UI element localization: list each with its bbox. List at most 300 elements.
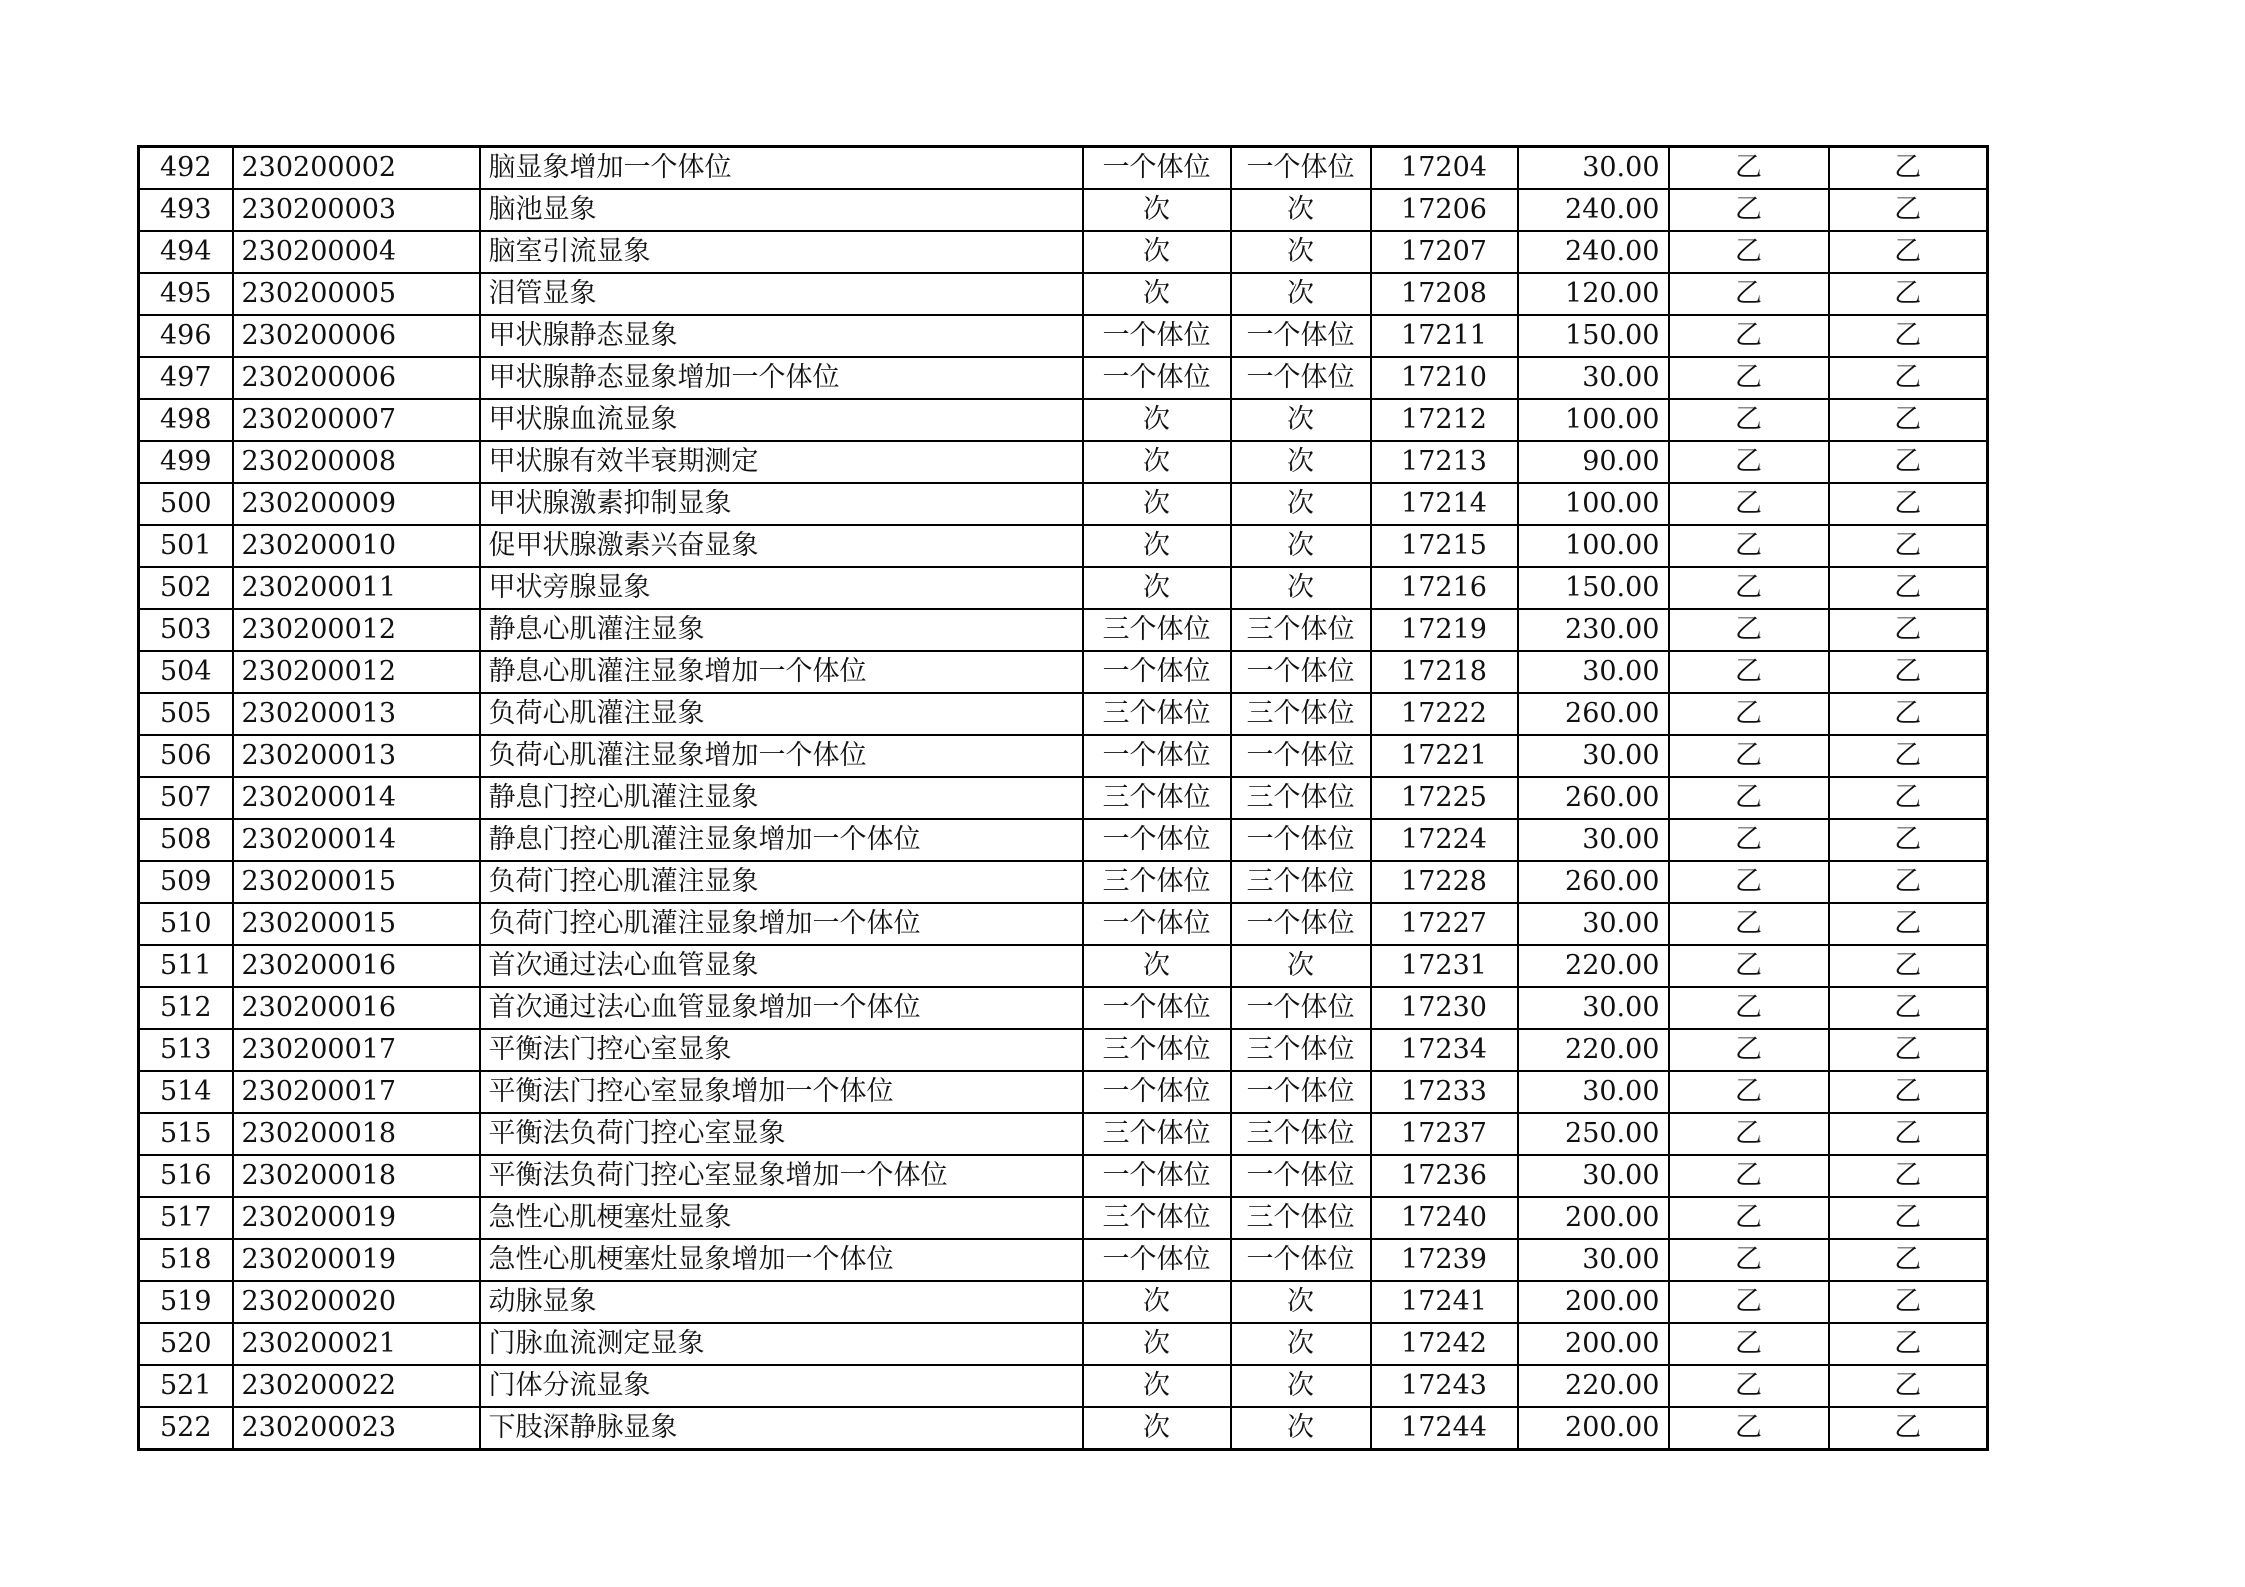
table-row xyxy=(139,441,1988,483)
table-row xyxy=(139,987,1988,1029)
category-cell-2: 乙 xyxy=(1829,1071,1988,1113)
row-number-cell: 506 xyxy=(139,735,233,777)
table-row xyxy=(139,189,1988,231)
price-cell: 30.00 xyxy=(1518,651,1669,693)
category-cell: 乙 xyxy=(1669,525,1829,567)
price-cell: 260.00 xyxy=(1518,693,1669,735)
item-name-cell: 负荷门控心肌灌注显象 xyxy=(480,861,1083,903)
category-cell: 乙 xyxy=(1669,1407,1829,1450)
row-number-cell: 519 xyxy=(139,1281,233,1323)
category-cell: 乙 xyxy=(1669,609,1829,651)
row-number-cell: 492 xyxy=(139,147,233,190)
item-id-cell: 17221 xyxy=(1371,735,1518,777)
item-id-cell: 17211 xyxy=(1371,315,1518,357)
billing-unit-cell: 次 xyxy=(1231,1365,1371,1407)
row-number-cell: 521 xyxy=(139,1365,233,1407)
category-cell-2: 乙 xyxy=(1829,1365,1988,1407)
table-row xyxy=(139,861,1988,903)
category-cell-2: 乙 xyxy=(1829,1239,1988,1281)
item-id-cell: 17237 xyxy=(1371,1113,1518,1155)
row-number-cell: 503 xyxy=(139,609,233,651)
row-number-cell: 495 xyxy=(139,273,233,315)
price-cell: 90.00 xyxy=(1518,441,1669,483)
item-id-cell: 17212 xyxy=(1371,399,1518,441)
table-row xyxy=(139,777,1988,819)
item-code-cell: 230200019 xyxy=(233,1239,480,1281)
price-cell: 30.00 xyxy=(1518,987,1669,1029)
item-code-cell: 230200009 xyxy=(233,483,480,525)
item-code-cell: 230200018 xyxy=(233,1155,480,1197)
unit-cell: 次 xyxy=(1083,945,1231,987)
item-name-cell: 静息心肌灌注显象增加一个体位 xyxy=(480,651,1083,693)
category-cell: 乙 xyxy=(1669,1155,1829,1197)
row-number-cell: 498 xyxy=(139,399,233,441)
unit-cell: 次 xyxy=(1083,231,1231,273)
item-name-cell: 平衡法门控心室显象增加一个体位 xyxy=(480,1071,1083,1113)
price-cell: 30.00 xyxy=(1518,147,1669,190)
unit-cell: 三个体位 xyxy=(1083,693,1231,735)
category-cell: 乙 xyxy=(1669,735,1829,777)
category-cell-2: 乙 xyxy=(1829,945,1988,987)
unit-cell: 一个体位 xyxy=(1083,903,1231,945)
category-cell-2: 乙 xyxy=(1829,735,1988,777)
billing-unit-cell: 一个体位 xyxy=(1231,357,1371,399)
category-cell: 乙 xyxy=(1669,987,1829,1029)
item-name-cell: 甲状腺静态显象增加一个体位 xyxy=(480,357,1083,399)
billing-unit-cell: 次 xyxy=(1231,441,1371,483)
category-cell: 乙 xyxy=(1669,1071,1829,1113)
item-name-cell: 负荷心肌灌注显象增加一个体位 xyxy=(480,735,1083,777)
category-cell-2: 乙 xyxy=(1829,1197,1988,1239)
unit-cell: 次 xyxy=(1083,189,1231,231)
item-name-cell: 静息心肌灌注显象 xyxy=(480,609,1083,651)
price-cell: 30.00 xyxy=(1518,735,1669,777)
price-cell: 30.00 xyxy=(1518,819,1669,861)
item-name-cell: 平衡法负荷门控心室显象增加一个体位 xyxy=(480,1155,1083,1197)
item-code-cell: 230200003 xyxy=(233,189,480,231)
unit-cell: 一个体位 xyxy=(1083,1239,1231,1281)
unit-cell: 次 xyxy=(1083,1407,1231,1450)
price-cell: 240.00 xyxy=(1518,231,1669,273)
table-row xyxy=(139,1197,1988,1239)
item-name-cell: 泪管显象 xyxy=(480,273,1083,315)
table-row xyxy=(139,1407,1988,1450)
row-number-cell: 516 xyxy=(139,1155,233,1197)
category-cell-2: 乙 xyxy=(1829,1323,1988,1365)
row-number-cell: 514 xyxy=(139,1071,233,1113)
category-cell-2: 乙 xyxy=(1829,1281,1988,1323)
table-row xyxy=(139,147,1988,190)
row-number-cell: 517 xyxy=(139,1197,233,1239)
item-name-cell: 脑池显象 xyxy=(480,189,1083,231)
category-cell-2: 乙 xyxy=(1829,189,1988,231)
table-row xyxy=(139,1155,1988,1197)
item-name-cell: 促甲状腺激素兴奋显象 xyxy=(480,525,1083,567)
category-cell: 乙 xyxy=(1669,147,1829,190)
price-cell: 100.00 xyxy=(1518,483,1669,525)
price-cell: 260.00 xyxy=(1518,861,1669,903)
item-id-cell: 17206 xyxy=(1371,189,1518,231)
item-name-cell: 甲状腺有效半衰期测定 xyxy=(480,441,1083,483)
row-number-cell: 522 xyxy=(139,1407,233,1450)
price-cell: 150.00 xyxy=(1518,315,1669,357)
unit-cell: 一个体位 xyxy=(1083,315,1231,357)
unit-cell: 三个体位 xyxy=(1083,861,1231,903)
category-cell-2: 乙 xyxy=(1829,525,1988,567)
table-row xyxy=(139,315,1988,357)
unit-cell: 次 xyxy=(1083,1281,1231,1323)
price-cell: 30.00 xyxy=(1518,1155,1669,1197)
item-name-cell: 门脉血流测定显象 xyxy=(480,1323,1083,1365)
item-code-cell: 230200012 xyxy=(233,651,480,693)
row-number-cell: 496 xyxy=(139,315,233,357)
item-code-cell: 230200008 xyxy=(233,441,480,483)
table-row xyxy=(139,735,1988,777)
category-cell-2: 乙 xyxy=(1829,903,1988,945)
item-id-cell: 17222 xyxy=(1371,693,1518,735)
unit-cell: 次 xyxy=(1083,525,1231,567)
table-body xyxy=(139,147,1988,1450)
item-name-cell: 甲状旁腺显象 xyxy=(480,567,1083,609)
price-cell: 200.00 xyxy=(1518,1323,1669,1365)
row-number-cell: 494 xyxy=(139,231,233,273)
item-id-cell: 17240 xyxy=(1371,1197,1518,1239)
category-cell: 乙 xyxy=(1669,651,1829,693)
billing-unit-cell: 次 xyxy=(1231,399,1371,441)
table-row xyxy=(139,1323,1988,1365)
item-code-cell: 230200015 xyxy=(233,861,480,903)
category-cell: 乙 xyxy=(1669,1029,1829,1071)
billing-unit-cell: 次 xyxy=(1231,483,1371,525)
category-cell: 乙 xyxy=(1669,231,1829,273)
category-cell-2: 乙 xyxy=(1829,693,1988,735)
price-cell: 260.00 xyxy=(1518,777,1669,819)
price-cell: 200.00 xyxy=(1518,1197,1669,1239)
item-code-cell: 230200021 xyxy=(233,1323,480,1365)
category-cell-2: 乙 xyxy=(1829,609,1988,651)
item-code-cell: 230200014 xyxy=(233,819,480,861)
billing-unit-cell: 三个体位 xyxy=(1231,1113,1371,1155)
item-id-cell: 17227 xyxy=(1371,903,1518,945)
item-code-cell: 230200020 xyxy=(233,1281,480,1323)
table-row xyxy=(139,483,1988,525)
row-number-cell: 512 xyxy=(139,987,233,1029)
category-cell-2: 乙 xyxy=(1829,651,1988,693)
row-number-cell: 500 xyxy=(139,483,233,525)
unit-cell: 三个体位 xyxy=(1083,777,1231,819)
unit-cell: 一个体位 xyxy=(1083,1155,1231,1197)
unit-cell: 次 xyxy=(1083,399,1231,441)
table-row xyxy=(139,693,1988,735)
table-row xyxy=(139,1365,1988,1407)
item-name-cell: 脑室引流显象 xyxy=(480,231,1083,273)
row-number-cell: 508 xyxy=(139,819,233,861)
item-name-cell: 首次通过法心血管显象 xyxy=(480,945,1083,987)
billing-unit-cell: 一个体位 xyxy=(1231,1239,1371,1281)
billing-unit-cell: 一个体位 xyxy=(1231,651,1371,693)
row-number-cell: 515 xyxy=(139,1113,233,1155)
category-cell: 乙 xyxy=(1669,189,1829,231)
item-id-cell: 17239 xyxy=(1371,1239,1518,1281)
table-row xyxy=(139,903,1988,945)
item-code-cell: 230200022 xyxy=(233,1365,480,1407)
item-id-cell: 17204 xyxy=(1371,147,1518,190)
unit-cell: 次 xyxy=(1083,1323,1231,1365)
category-cell-2: 乙 xyxy=(1829,1029,1988,1071)
billing-unit-cell: 一个体位 xyxy=(1231,1071,1371,1113)
billing-unit-cell: 次 xyxy=(1231,567,1371,609)
billing-unit-cell: 次 xyxy=(1231,189,1371,231)
item-id-cell: 17207 xyxy=(1371,231,1518,273)
item-id-cell: 17225 xyxy=(1371,777,1518,819)
row-number-cell: 501 xyxy=(139,525,233,567)
item-id-cell: 17242 xyxy=(1371,1323,1518,1365)
category-cell: 乙 xyxy=(1669,1113,1829,1155)
billing-unit-cell: 次 xyxy=(1231,1323,1371,1365)
billing-unit-cell: 一个体位 xyxy=(1231,315,1371,357)
category-cell: 乙 xyxy=(1669,1365,1829,1407)
table-row xyxy=(139,1029,1988,1071)
price-cell: 30.00 xyxy=(1518,903,1669,945)
table-row xyxy=(139,1113,1988,1155)
unit-cell: 一个体位 xyxy=(1083,357,1231,399)
price-cell: 30.00 xyxy=(1518,1239,1669,1281)
item-id-cell: 17218 xyxy=(1371,651,1518,693)
category-cell-2: 乙 xyxy=(1829,231,1988,273)
table-row xyxy=(139,819,1988,861)
unit-cell: 次 xyxy=(1083,567,1231,609)
category-cell: 乙 xyxy=(1669,399,1829,441)
item-code-cell: 230200023 xyxy=(233,1407,480,1450)
category-cell-2: 乙 xyxy=(1829,861,1988,903)
item-id-cell: 17241 xyxy=(1371,1281,1518,1323)
item-code-cell: 230200017 xyxy=(233,1071,480,1113)
billing-unit-cell: 一个体位 xyxy=(1231,147,1371,190)
item-id-cell: 17231 xyxy=(1371,945,1518,987)
item-name-cell: 首次通过法心血管显象增加一个体位 xyxy=(480,987,1083,1029)
unit-cell: 一个体位 xyxy=(1083,987,1231,1029)
item-id-cell: 17230 xyxy=(1371,987,1518,1029)
table-row xyxy=(139,651,1988,693)
item-id-cell: 17214 xyxy=(1371,483,1518,525)
unit-cell: 三个体位 xyxy=(1083,1197,1231,1239)
table-row xyxy=(139,525,1988,567)
price-cell: 100.00 xyxy=(1518,399,1669,441)
row-number-cell: 518 xyxy=(139,1239,233,1281)
item-name-cell: 急性心肌梗塞灶显象增加一个体位 xyxy=(480,1239,1083,1281)
unit-cell: 一个体位 xyxy=(1083,819,1231,861)
item-code-cell: 230200011 xyxy=(233,567,480,609)
table-row xyxy=(139,609,1988,651)
table-row xyxy=(139,945,1988,987)
billing-unit-cell: 次 xyxy=(1231,525,1371,567)
category-cell-2: 乙 xyxy=(1829,819,1988,861)
category-cell: 乙 xyxy=(1669,819,1829,861)
category-cell-2: 乙 xyxy=(1829,567,1988,609)
item-code-cell: 230200017 xyxy=(233,1029,480,1071)
row-number-cell: 509 xyxy=(139,861,233,903)
category-cell-2: 乙 xyxy=(1829,1113,1988,1155)
billing-unit-cell: 三个体位 xyxy=(1231,777,1371,819)
item-code-cell: 230200010 xyxy=(233,525,480,567)
category-cell: 乙 xyxy=(1669,1323,1829,1365)
price-cell: 120.00 xyxy=(1518,273,1669,315)
billing-unit-cell: 一个体位 xyxy=(1231,903,1371,945)
item-code-cell: 230200019 xyxy=(233,1197,480,1239)
item-id-cell: 17208 xyxy=(1371,273,1518,315)
item-id-cell: 17210 xyxy=(1371,357,1518,399)
category-cell-2: 乙 xyxy=(1829,441,1988,483)
price-cell: 230.00 xyxy=(1518,609,1669,651)
unit-cell: 一个体位 xyxy=(1083,735,1231,777)
row-number-cell: 511 xyxy=(139,945,233,987)
item-code-cell: 230200012 xyxy=(233,609,480,651)
category-cell-2: 乙 xyxy=(1829,987,1988,1029)
item-id-cell: 17215 xyxy=(1371,525,1518,567)
billing-unit-cell: 三个体位 xyxy=(1231,609,1371,651)
category-cell-2: 乙 xyxy=(1829,147,1988,190)
category-cell: 乙 xyxy=(1669,903,1829,945)
table-row xyxy=(139,399,1988,441)
category-cell: 乙 xyxy=(1669,1197,1829,1239)
price-cell: 30.00 xyxy=(1518,1071,1669,1113)
category-cell: 乙 xyxy=(1669,357,1829,399)
billing-unit-cell: 三个体位 xyxy=(1231,1029,1371,1071)
row-number-cell: 502 xyxy=(139,567,233,609)
item-code-cell: 230200013 xyxy=(233,735,480,777)
price-cell: 200.00 xyxy=(1518,1407,1669,1450)
category-cell-2: 乙 xyxy=(1829,315,1988,357)
row-number-cell: 504 xyxy=(139,651,233,693)
item-code-cell: 230200015 xyxy=(233,903,480,945)
item-code-cell: 230200006 xyxy=(233,315,480,357)
item-code-cell: 230200013 xyxy=(233,693,480,735)
price-cell: 100.00 xyxy=(1518,525,1669,567)
item-code-cell: 230200005 xyxy=(233,273,480,315)
price-cell: 30.00 xyxy=(1518,357,1669,399)
category-cell: 乙 xyxy=(1669,315,1829,357)
item-name-cell: 静息门控心肌灌注显象增加一个体位 xyxy=(480,819,1083,861)
price-cell: 220.00 xyxy=(1518,945,1669,987)
unit-cell: 次 xyxy=(1083,483,1231,525)
item-id-cell: 17219 xyxy=(1371,609,1518,651)
billing-unit-cell: 次 xyxy=(1231,1281,1371,1323)
table-row xyxy=(139,567,1988,609)
billing-unit-cell: 一个体位 xyxy=(1231,1155,1371,1197)
price-cell: 220.00 xyxy=(1518,1029,1669,1071)
price-cell: 150.00 xyxy=(1518,567,1669,609)
billing-unit-cell: 次 xyxy=(1231,273,1371,315)
table-row xyxy=(139,231,1988,273)
category-cell-2: 乙 xyxy=(1829,483,1988,525)
row-number-cell: 497 xyxy=(139,357,233,399)
table-row xyxy=(139,1281,1988,1323)
item-code-cell: 230200006 xyxy=(233,357,480,399)
item-name-cell: 甲状腺血流显象 xyxy=(480,399,1083,441)
category-cell: 乙 xyxy=(1669,1239,1829,1281)
unit-cell: 三个体位 xyxy=(1083,609,1231,651)
item-id-cell: 17243 xyxy=(1371,1365,1518,1407)
table-row xyxy=(139,273,1988,315)
item-name-cell: 动脉显象 xyxy=(480,1281,1083,1323)
category-cell: 乙 xyxy=(1669,441,1829,483)
category-cell: 乙 xyxy=(1669,483,1829,525)
item-code-cell: 230200002 xyxy=(233,147,480,190)
item-name-cell: 静息门控心肌灌注显象 xyxy=(480,777,1083,819)
table-row xyxy=(139,1071,1988,1113)
unit-cell: 一个体位 xyxy=(1083,1071,1231,1113)
billing-unit-cell: 一个体位 xyxy=(1231,819,1371,861)
unit-cell: 一个体位 xyxy=(1083,147,1231,190)
category-cell: 乙 xyxy=(1669,693,1829,735)
item-id-cell: 17224 xyxy=(1371,819,1518,861)
row-number-cell: 499 xyxy=(139,441,233,483)
billing-unit-cell: 一个体位 xyxy=(1231,735,1371,777)
item-id-cell: 17228 xyxy=(1371,861,1518,903)
billing-unit-cell: 次 xyxy=(1231,945,1371,987)
row-number-cell: 520 xyxy=(139,1323,233,1365)
billing-unit-cell: 次 xyxy=(1231,1407,1371,1450)
billing-unit-cell: 一个体位 xyxy=(1231,987,1371,1029)
category-cell: 乙 xyxy=(1669,945,1829,987)
price-cell: 220.00 xyxy=(1518,1365,1669,1407)
category-cell-2: 乙 xyxy=(1829,777,1988,819)
table-row xyxy=(139,357,1988,399)
category-cell: 乙 xyxy=(1669,777,1829,819)
category-cell: 乙 xyxy=(1669,861,1829,903)
item-code-cell: 230200016 xyxy=(233,987,480,1029)
item-id-cell: 17216 xyxy=(1371,567,1518,609)
unit-cell: 三个体位 xyxy=(1083,1113,1231,1155)
table-row xyxy=(139,1239,1988,1281)
category-cell-2: 乙 xyxy=(1829,357,1988,399)
item-code-cell: 230200007 xyxy=(233,399,480,441)
price-cell: 200.00 xyxy=(1518,1281,1669,1323)
item-id-cell: 17234 xyxy=(1371,1029,1518,1071)
category-cell: 乙 xyxy=(1669,273,1829,315)
price-cell: 250.00 xyxy=(1518,1113,1669,1155)
item-id-cell: 17244 xyxy=(1371,1407,1518,1450)
item-name-cell: 甲状腺静态显象 xyxy=(480,315,1083,357)
item-name-cell: 脑显象增加一个体位 xyxy=(480,147,1083,190)
item-name-cell: 平衡法门控心室显象 xyxy=(480,1029,1083,1071)
row-number-cell: 507 xyxy=(139,777,233,819)
row-number-cell: 513 xyxy=(139,1029,233,1071)
category-cell-2: 乙 xyxy=(1829,1155,1988,1197)
item-code-cell: 230200016 xyxy=(233,945,480,987)
item-id-cell: 17233 xyxy=(1371,1071,1518,1113)
item-name-cell: 负荷门控心肌灌注显象增加一个体位 xyxy=(480,903,1083,945)
billing-unit-cell: 三个体位 xyxy=(1231,861,1371,903)
unit-cell: 三个体位 xyxy=(1083,1029,1231,1071)
item-name-cell: 平衡法负荷门控心室显象 xyxy=(480,1113,1083,1155)
category-cell-2: 乙 xyxy=(1829,273,1988,315)
item-code-cell: 230200014 xyxy=(233,777,480,819)
item-code-cell: 230200018 xyxy=(233,1113,480,1155)
item-name-cell: 门体分流显象 xyxy=(480,1365,1083,1407)
item-name-cell: 负荷心肌灌注显象 xyxy=(480,693,1083,735)
item-id-cell: 17236 xyxy=(1371,1155,1518,1197)
category-cell: 乙 xyxy=(1669,567,1829,609)
price-table xyxy=(137,145,1989,1451)
item-code-cell: 230200004 xyxy=(233,231,480,273)
billing-unit-cell: 三个体位 xyxy=(1231,1197,1371,1239)
row-number-cell: 493 xyxy=(139,189,233,231)
unit-cell: 次 xyxy=(1083,273,1231,315)
row-number-cell: 510 xyxy=(139,903,233,945)
billing-unit-cell: 次 xyxy=(1231,231,1371,273)
price-cell: 240.00 xyxy=(1518,189,1669,231)
